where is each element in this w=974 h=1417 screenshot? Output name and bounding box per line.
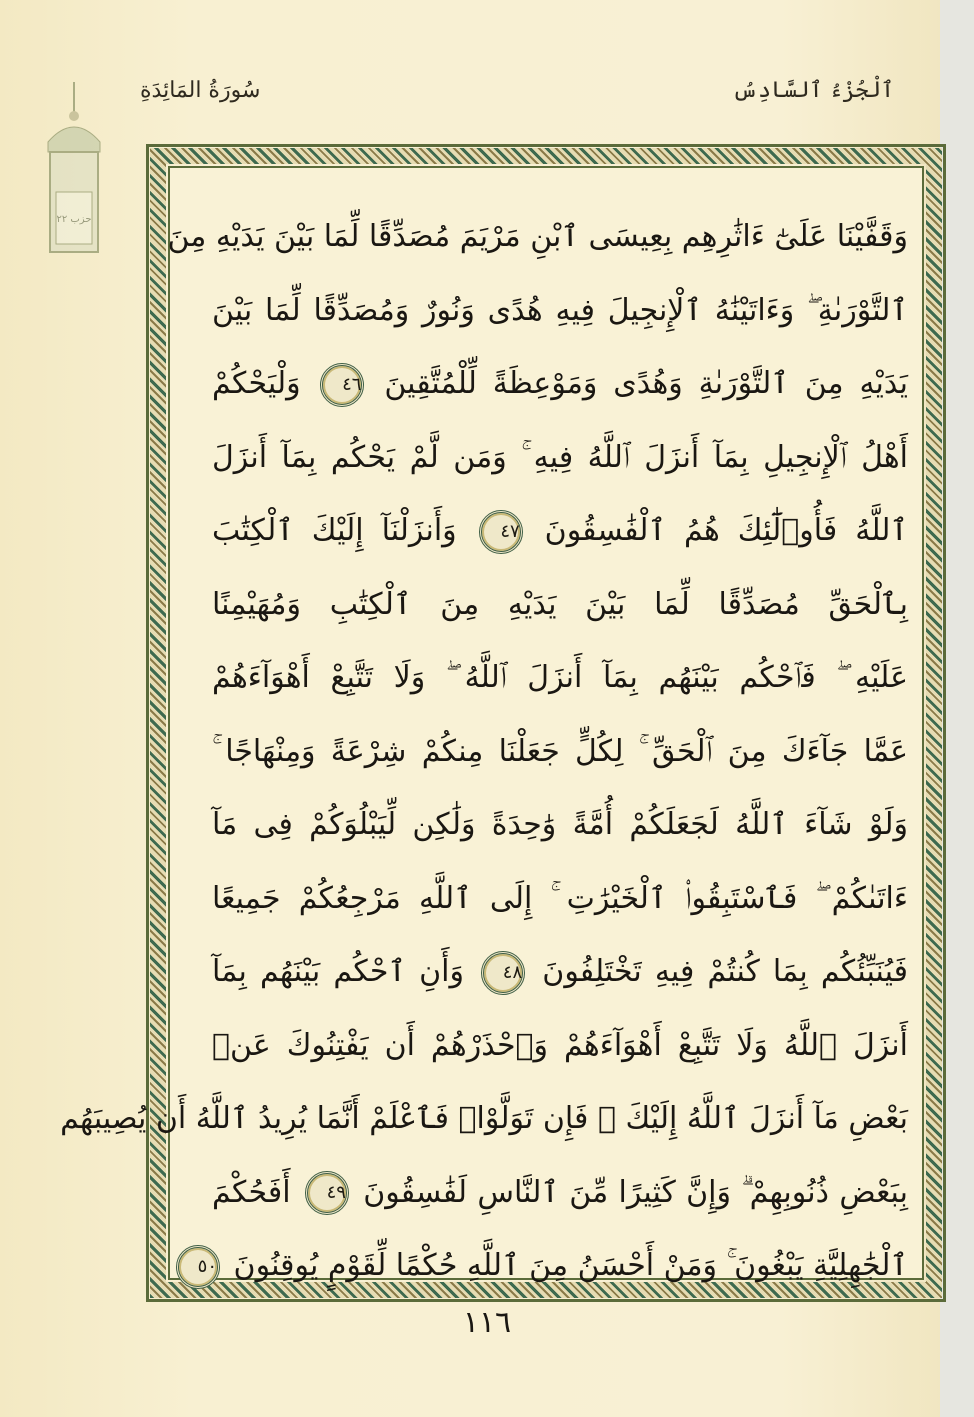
ayah-number-icon: ٤٦ (320, 363, 364, 407)
verse-line: بِبَعْضِ ذُنُوبِهِمْ ۗ وَإِنَّ كَثِيرًا مِّنَ ٱلنَّاسِ لَفَٰسِقُونَ ٤٩ أَفَحُكْمَ (212, 1156, 908, 1230)
surah-title: سُورَةُ المَائِدَةِ (140, 78, 261, 103)
verse-line: عَلَيْهِ ۖ فَٱحْكُم بَيْنَهُم بِمَآ أَنزَلَ ٱللَّهُ ۖ وَلَا تَتَّبِعْ أَهْوَآءَهُمْ (212, 660, 908, 695)
verse-line: يَدَيْهِ مِنَ ٱلتَّوْرَىٰةِ وَهُدًى وَمَوْعِظَةً لِّلْمُتَّقِينَ ٤٦ وَلْيَحْكُمْ (212, 347, 908, 421)
hizb-ornament-icon (38, 82, 110, 272)
verse-line: وَلَوْ شَآءَ ٱللَّهُ لَجَعَلَكُمْ أُمَّةً وَٰحِدَةً وَلَٰكِن لِّيَبْلُوَكُمْ فِى مَآ (212, 807, 908, 842)
verse-line: ٱلْجَٰهِلِيَّةِ يَبْغُونَ ۚ وَمَنْ أَحْسَنُ مِنَ ٱللَّهِ حُكْمًا لِّقَوْمٍ يُوقِنُونَ ٥٠ (212, 1229, 908, 1303)
verse-line: ٱلتَّوْرَىٰةِ ۖ وَءَاتَيْنَٰهُ ٱلْإِنجِيلَ فِيهِ هُدًى وَنُورٌ وَمُصَدِّقًا لِّمَا بَيْنَ (212, 292, 908, 328)
verse-line: فَيُنَبِّئُكُم بِمَا كُنتُمْ فِيهِ تَخْتَلِفُونَ ٤٨ وَأَنِ ٱحْكُم بَيْنَهُم بِمَآ (212, 935, 908, 1009)
ayah-number-icon: ٥٠ (176, 1245, 220, 1289)
juz-title: ٱلْجُزْءُ ٱلسَّادِسُ (732, 78, 894, 103)
verse-line: ءَاتَىٰكُمْ ۖ فَٱسْتَبِقُوا۟ ٱلْخَيْرَٰتِ ۚ إِلَى ٱللَّهِ مَرْجِعُكُمْ جَمِيعًا (212, 880, 908, 916)
hizb-label: حزب ٢٢ (56, 214, 92, 225)
verse-line: وَقَفَّيْنَا عَلَىٰٓ ءَاثَٰرِهِم بِعِيسَى ٱبْنِ مَرْيَمَ مُصَدِّقًا لِّمَا بَيْنَ يَدَيْهِ مِنَ (167, 219, 908, 254)
verse-line: ٱللَّهُ فَأُو۟لَٰٓئِكَ هُمُ ٱلْفَٰسِقُونَ ٤٧ وَأَنزَلْنَآ إِلَيْكَ ٱلْكِتَٰبَ (212, 494, 908, 568)
verse-line: بَعْضِ مَآ أَنزَلَ ٱللَّهُ إِلَيْكَ ۖ فَإِن تَوَلَّوْا۟ فَٱعْلَمْ أَنَّمَا يُرِيدُ ٱللَّهُ أَن يُصِيبَهُم (60, 1101, 908, 1136)
verse-line: عَمَّا جَآءَكَ مِنَ ٱلْحَقِّ ۚ لِكُلٍّ جَعَلْنَا مِنكُمْ شِرْعَةً وَمِنْهَاجًا ۚ (212, 733, 908, 769)
page-number: ١١٦ (462, 1305, 512, 1340)
verse-line: أَنزَلَ ٱللَّهُ وَلَا تَتَّبِعْ أَهْوَآءَهُمْ وَٱحْذَرْهُمْ أَن يَفْتِنُوكَ عَنۢ (212, 1027, 908, 1063)
ayah-number-icon: ٤٨ (481, 951, 525, 995)
verse-line: أَهْلُ ٱلْإِنجِيلِ بِمَآ أَنزَلَ ٱللَّهُ فِيهِ ۚ وَمَن لَّمْ يَحْكُم بِمَآ أَنزَلَ (212, 439, 908, 475)
ayah-number-icon: ٤٩ (305, 1171, 349, 1215)
verse-line: بِٱلْحَقِّ مُصَدِّقًا لِّمَا بَيْنَ يَدَيْهِ مِنَ ٱلْكِتَٰبِ وَمُهَيْمِنًا (212, 586, 908, 622)
ayah-number-icon: ٤٧ (479, 510, 523, 554)
